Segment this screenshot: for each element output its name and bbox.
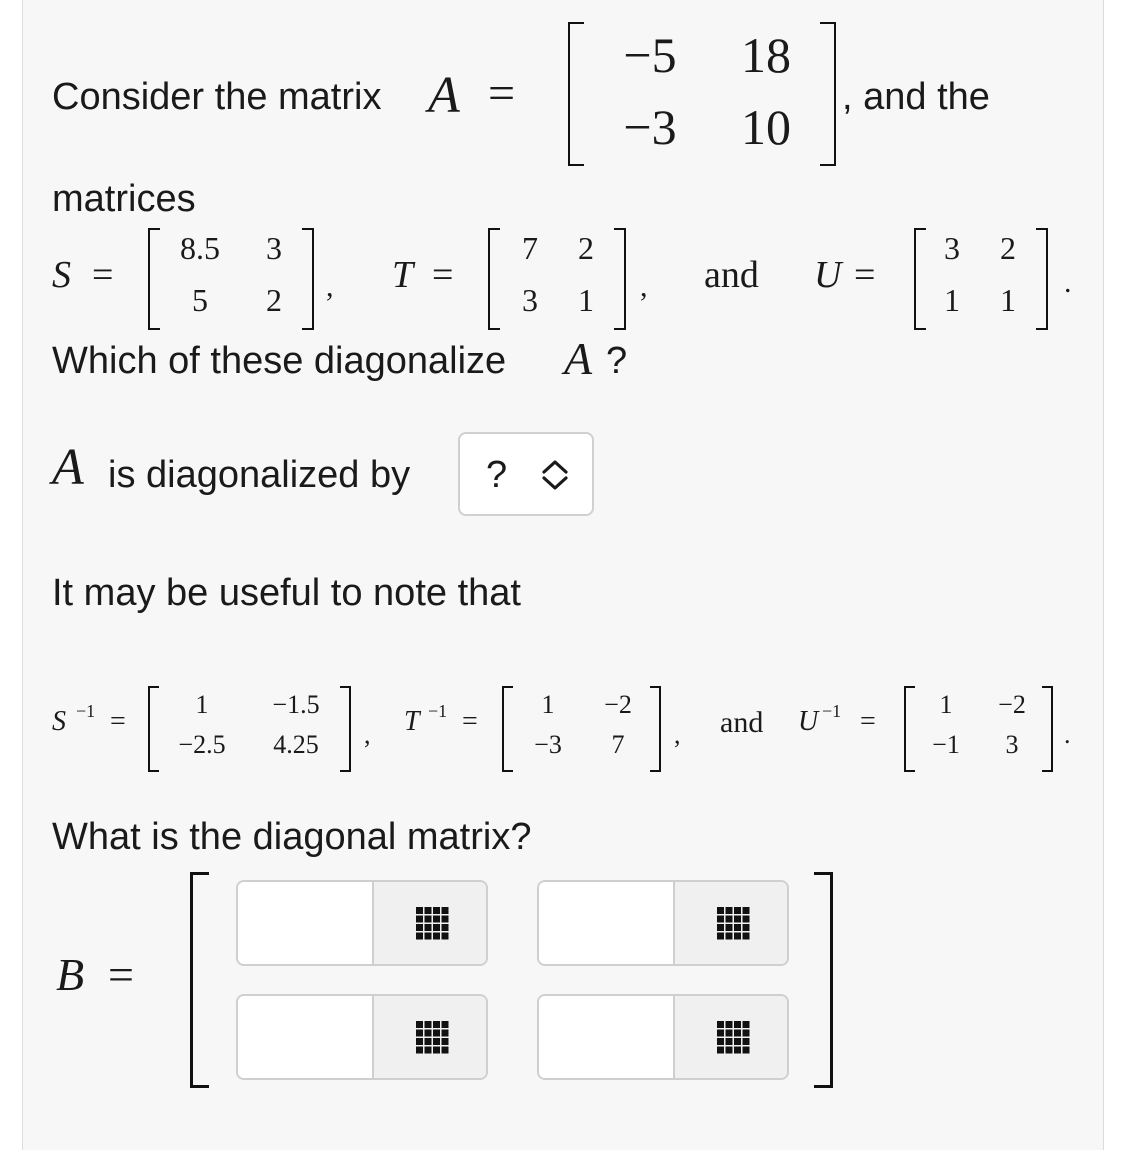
matrix-s-inv-equals: =	[110, 706, 126, 737]
matrix-t-right-bracket	[614, 228, 626, 330]
question-mark: ?	[606, 340, 628, 382]
matrix-b-cell-2-1	[236, 994, 488, 1080]
matrix-t-left-bracket	[488, 228, 500, 330]
matrix-a-cell: 10	[741, 99, 791, 155]
matrix-t-cell: 7	[522, 230, 538, 266]
matrix-t-inv-left-bracket	[502, 686, 513, 772]
matrix-u-inv-cell: −1	[932, 730, 960, 759]
matrix-u-cell: 3	[944, 230, 960, 266]
matrix-u-inv-cell: 1	[939, 690, 953, 719]
intro-and-the: , and the	[842, 76, 990, 118]
matrix-a-cell: −5	[623, 27, 677, 83]
matrix-b-grid-button-2-1[interactable]	[372, 996, 488, 1078]
matrix-b-cell-2-2	[537, 994, 789, 1080]
and-text-2: and	[720, 706, 764, 739]
note-text: It may be useful to note that	[52, 572, 521, 614]
and-text: and	[704, 254, 759, 296]
matrix-u-inv-equals: =	[860, 706, 876, 737]
matrix-t-inv-name: T	[404, 706, 420, 737]
matrix-u-name: U	[814, 254, 842, 296]
matrix-s-inv-name: S	[52, 706, 66, 737]
matrix-b-cell-1-1	[236, 880, 488, 966]
matrix-u-inv-cell: 3	[1005, 730, 1019, 759]
matrices-label: matrices	[52, 178, 196, 220]
matrix-t-cell: 1	[578, 282, 594, 318]
matrix-u-inv-cell: −2	[998, 690, 1026, 719]
matrix-t-inv-right-bracket	[650, 686, 661, 772]
matrix-t-inv-equals: =	[462, 706, 478, 737]
matrix-t-inv-cell: −3	[534, 730, 562, 759]
matrix-a-cell: −3	[623, 99, 677, 155]
matrix-u-inv-period: .	[1064, 720, 1071, 749]
matrix-t-name: T	[392, 254, 414, 296]
matrix-b-grid-button-2-2[interactable]	[673, 996, 789, 1078]
matrix-t-inv-sup: −1	[428, 701, 448, 721]
matrix-t-equals: =	[432, 254, 454, 296]
intro-text: Consider the matrix	[52, 76, 382, 118]
matrix-t-inv-separator: ,	[674, 720, 681, 749]
matrix-u-inv-right-bracket	[1042, 686, 1053, 772]
matrix-s-inv-left-bracket	[148, 686, 159, 772]
matrix-u-inv-name: U	[798, 706, 819, 737]
matrix-u-right-bracket	[1036, 228, 1048, 330]
matrix-u-left-bracket	[914, 228, 926, 330]
matrix-u-inv-left-bracket	[904, 686, 915, 772]
matrix-s-equals: =	[92, 254, 114, 296]
matrix-s-separator: ,	[326, 270, 334, 303]
matrix-s-cell: 8.5	[180, 230, 220, 266]
matrix-t-inv-cell: 1	[541, 690, 555, 719]
matrix-a-name: A	[428, 67, 460, 124]
matrix-b-cell-1-2	[537, 880, 789, 966]
matrix-s-inv-cell: −2.5	[178, 730, 226, 759]
matrix-b-right-bracket	[814, 872, 833, 1088]
matrix-b-grid-button-1-2[interactable]	[673, 882, 789, 964]
matrix-t-inv-cell: −2	[604, 690, 632, 719]
matrix-b-input-1-2[interactable]	[539, 882, 673, 964]
matrix-t-cell: 3	[522, 282, 538, 318]
matrix-u-cell: 1	[1000, 282, 1016, 318]
matrix-s-inv-cell: 4.25	[273, 730, 319, 759]
matrix-u-cell: 2	[1000, 230, 1016, 266]
matrix-t-inv-cell: 7	[611, 730, 625, 759]
diag-var-a: A	[52, 439, 84, 496]
matrix-u-cell: 1	[944, 282, 960, 318]
matrix-u-equals: =	[854, 254, 876, 296]
matrix-s-cell: 5	[192, 282, 208, 318]
matrix-s-right-bracket	[302, 228, 314, 330]
matrix-b-equals: =	[108, 949, 134, 1000]
question-var-a: A	[564, 333, 593, 384]
matrix-s-inv-cell: 1	[195, 690, 209, 719]
matrix-b-input-1-1[interactable]	[238, 882, 372, 964]
matrix-s-left-bracket	[148, 228, 160, 330]
matrix-a-right-bracket	[820, 22, 836, 166]
diagonalizer-select[interactable]	[458, 432, 594, 516]
matrix-b-left-bracket	[190, 872, 209, 1088]
matrix-s-cell: 3	[266, 230, 282, 266]
diag-label: is diagonalized by	[108, 454, 411, 496]
question-diagonal-matrix: What is the diagonal matrix?	[52, 816, 532, 858]
matrix-b-name: B	[56, 949, 85, 1000]
matrix-s-name: S	[52, 254, 71, 296]
matrix-s-inv-separator: ,	[364, 720, 371, 749]
matrix-s-inv-right-bracket	[340, 686, 351, 772]
matrix-u-inv-sup: −1	[822, 701, 842, 721]
matrix-s-cell: 2	[266, 282, 282, 318]
select-value: ?	[486, 454, 508, 496]
matrix-a-cell: 18	[741, 27, 791, 83]
matrix-s-inv-cell: −1.5	[272, 690, 320, 719]
matrix-a-left-bracket	[568, 22, 584, 166]
matrix-b-input-2-1[interactable]	[238, 996, 372, 1078]
matrix-t-separator: ,	[640, 270, 648, 303]
matrix-u-period: .	[1064, 266, 1072, 299]
matrix-t-cell: 2	[578, 230, 594, 266]
question-which-diagonalize: Which of these diagonalize	[52, 340, 507, 382]
matrix-a-equals: =	[488, 67, 516, 120]
matrix-s-inv-sup: −1	[76, 701, 96, 721]
matrix-b-input-2-2[interactable]	[539, 996, 673, 1078]
matrix-b-grid-button-1-1[interactable]	[372, 882, 488, 964]
